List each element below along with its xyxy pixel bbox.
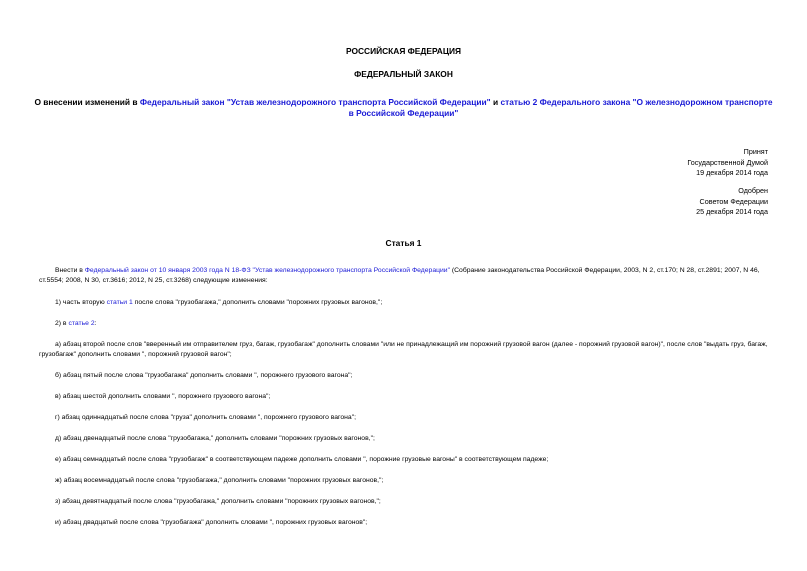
item-1 <box>39 298 768 308</box>
title-mid: и <box>490 97 501 107</box>
item2-suffix: : <box>94 320 97 327</box>
item1-prefix: 1) часть вторую <box>55 299 107 306</box>
adopted-line2: Государственной Думой <box>687 157 768 167</box>
subitem-a-text: а) абзац второй после слов "вверенный им отправителем груз, багаж, грузобагаж" дополнить словами "или не принадлежащий им порожний грузовой вагон (далее - порожний грузовой вагон)", после слов "выдать груз, багаж, грузобагаж" дополнить словами ", порожний грузовой вагон"; <box>39 341 768 359</box>
subitem-z: з) абзац девятнадцатый после слова "грузобагажа," дополнить словами "порожних грузовых вагонов,"; <box>55 498 381 505</box>
adopted-block <box>687 147 768 179</box>
approved-date: 25 декабря 2014 года <box>696 207 768 216</box>
intro-paragraph <box>39 266 768 287</box>
law-title <box>0 97 807 119</box>
item2-link-article-2[interactable]: статье 2 <box>68 320 95 327</box>
intro-link-law[interactable]: Федеральный закон от 10 января 2003 года N 18-ФЗ "Устав железнодорожного транспорта Российской Федерации" <box>84 267 450 274</box>
adopted-date: 19 декабря 2014 года <box>696 168 768 177</box>
subitem-d: д) абзац двенадцатый после слова "грузобагажа," дополнить словами "порожних грузовых вагонов,"; <box>55 435 375 442</box>
subitem-v: в) абзац шестой дополнить словами ", порожнего грузового вагона"; <box>55 393 271 400</box>
approved-block <box>696 186 768 218</box>
subitem-i: и) абзац двадцатый после слова "грузобагажа" дополнить словами ", порожних грузовых вагонов"; <box>55 519 368 526</box>
approved-line1: Одобрен <box>738 186 768 195</box>
item1-link-article-1[interactable]: статьи 1 <box>106 299 133 306</box>
item1-suffix: после слова "грузобагажа," дополнить словами "порожних грузовых вагонов,"; <box>132 299 383 306</box>
item2-prefix: 2) в <box>55 320 69 327</box>
subitem-g: г) абзац одиннадцатый после слова "груза" дополнить словами ", порожнего грузового вагона"; <box>55 414 356 421</box>
title-prefix: О внесении изменений в <box>34 97 140 107</box>
item-2 <box>39 319 768 329</box>
intro-suffix: (Собрание законодательства Российской Федерации, 2003, N 2, ст.170; N 28, ст.2891; 2007, N 46, ст.5554; 2008, N 30, ст.3616; 2012, N 25, ст.3268) следующие изменения: <box>39 267 760 285</box>
subitem-a <box>39 340 768 361</box>
law-type-heading: ФЕДЕРАЛЬНЫЙ ЗАКОН <box>354 69 453 79</box>
article-heading: Статья 1 <box>385 238 422 248</box>
subitem-e: е) абзац семнадцатый после слова "грузобагаж" в соответствующем падеже дополнить словами ", порожние грузовые вагоны" в соответствующем падеже; <box>55 456 549 463</box>
subitem-b: б) абзац пятый после слова "грузобагажа" дополнить словами ", порожнего грузового вагона"; <box>55 372 353 379</box>
country-heading: РОССИЙСКАЯ ФЕДЕРАЦИЯ <box>345 46 462 56</box>
title-link-article-2[interactable]: статью 2 Федерального закона "О железнодорожном транспорте в Российской Федерации" <box>348 97 773 118</box>
adopted-line1: Принят <box>743 147 768 156</box>
intro-prefix: Внести в <box>55 267 85 274</box>
subitem-zh: ж) абзац восемнадцатый после слова "грузобагажа," дополнить словами "порожних грузовых вагонов,"; <box>55 477 384 484</box>
approved-line2: Советом Федерации <box>699 196 768 206</box>
title-link-charter[interactable]: Федеральный закон "Устав железнодорожного транспорта Российской Федерации" <box>139 97 491 107</box>
